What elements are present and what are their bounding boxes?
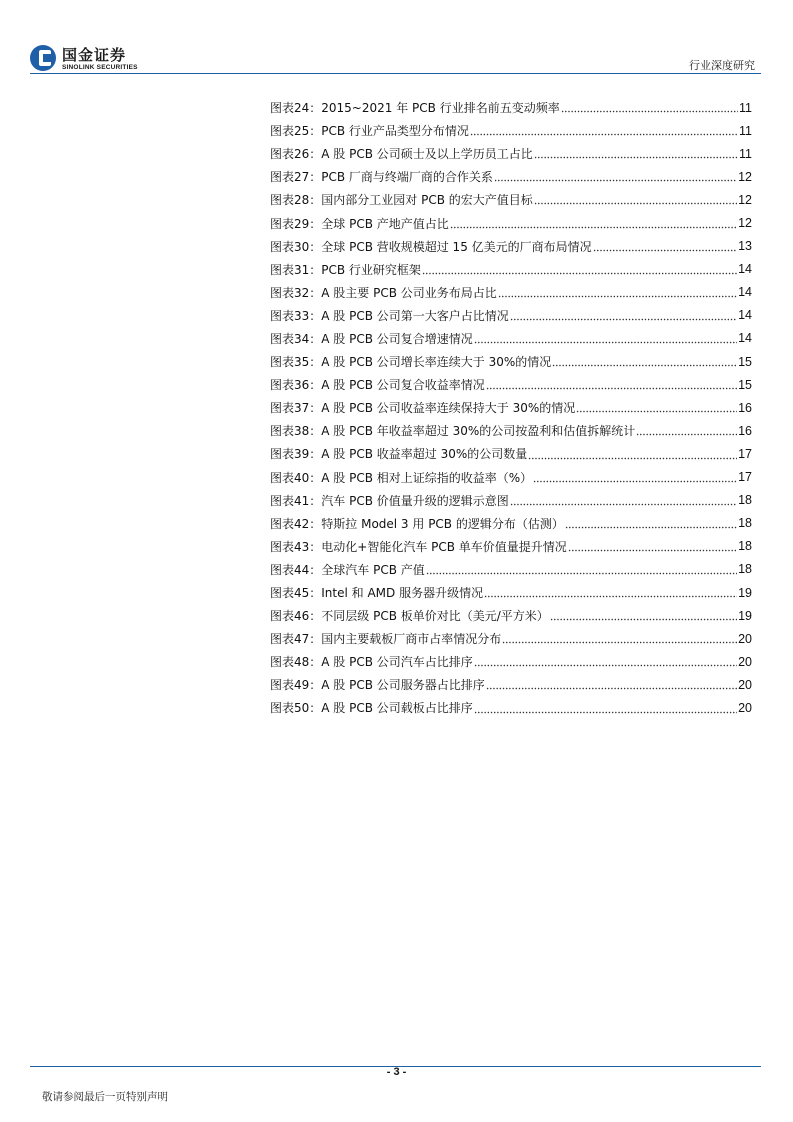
logo-english-name: SINOLINK SECURITIES	[62, 64, 138, 71]
toc-entry-title: 图表34：A 股 PCB 公司复合增速情况	[270, 331, 473, 346]
toc-entry[interactable]	[270, 512, 752, 535]
toc-entry-title: 图表36：A 股 PCB 公司复合收益率情况	[270, 378, 485, 393]
toc-entry-page: 14	[738, 262, 752, 277]
toc-entry-title: 图表31：PCB 行业研究框架	[270, 262, 421, 277]
toc-entry-page: 15	[738, 354, 752, 369]
toc-dot-leader	[528, 448, 737, 460]
toc-dot-leader	[498, 286, 737, 298]
toc-entry-title: 图表26：A 股 PCB 公司硕士及以上学历员工占比	[270, 147, 533, 162]
table-of-figures	[270, 96, 752, 720]
toc-entry[interactable]	[270, 466, 752, 489]
toc-entry[interactable]	[270, 535, 752, 558]
toc-entry[interactable]	[270, 558, 752, 581]
toc-entry-title: 图表45：Intel 和 AMD 服务器升级情况	[270, 586, 484, 601]
toc-entry-title: 图表29：全球 PCB 产地产值占比	[270, 216, 449, 231]
toc-entry[interactable]	[270, 327, 752, 350]
toc-entry[interactable]	[270, 188, 752, 211]
toc-dot-leader	[534, 193, 737, 205]
toc-entry[interactable]	[270, 119, 752, 142]
toc-entry[interactable]	[270, 627, 752, 650]
toc-dot-leader	[510, 309, 737, 321]
toc-dot-leader	[450, 217, 737, 229]
toc-entry[interactable]	[270, 350, 752, 373]
toc-entry-title: 图表33：A 股 PCB 公司第一大客户占比情况	[270, 308, 509, 323]
toc-entry-page: 14	[738, 285, 752, 300]
toc-entry[interactable]	[270, 165, 752, 188]
document-type: 行业深度研究	[689, 59, 755, 72]
toc-entry-page: 16	[738, 400, 752, 415]
toc-entry-page: 14	[738, 331, 752, 346]
toc-entry-title: 图表41：汽车 PCB 价值量升级的逻辑示意图	[270, 493, 509, 508]
toc-entry-title: 图表24：2015~2021 年 PCB 行业排名前五变动频率	[270, 101, 560, 116]
toc-entry[interactable]	[270, 304, 752, 327]
toc-dot-leader	[510, 494, 737, 506]
disclaimer-note: 敬请参阅最后一页特别声明	[42, 1091, 168, 1103]
toc-entry-page: 12	[738, 169, 752, 184]
toc-entry[interactable]	[270, 581, 752, 604]
toc-entry-page: 18	[738, 562, 752, 577]
toc-dot-leader	[486, 378, 737, 390]
toc-entry-title: 图表35：A 股 PCB 公司增长率连续大于 30%的情况	[270, 355, 552, 370]
toc-entry-title: 图表42：特斯拉 Model 3 用 PCB 的逻辑分布（估测）	[270, 516, 564, 531]
toc-entry-title: 图表39：A 股 PCB 收益率超过 30%的公司数量	[270, 447, 528, 462]
toc-dot-leader	[426, 563, 737, 575]
toc-dot-leader	[533, 471, 737, 483]
toc-entry[interactable]	[270, 419, 752, 442]
toc-entry[interactable]	[270, 211, 752, 234]
toc-dot-leader	[486, 678, 737, 690]
toc-entry-title: 图表28：国内部分工业园对 PCB 的宏大产值目标	[270, 193, 533, 208]
toc-entry-title: 图表25：PCB 行业产品类型分布情况	[270, 124, 469, 139]
toc-dot-leader	[636, 424, 737, 436]
toc-entry-page: 11	[739, 146, 752, 161]
toc-entry[interactable]	[270, 696, 752, 719]
toc-entry[interactable]	[270, 281, 752, 304]
toc-entry-title: 图表47：国内主要载板厂商市占率情况分布	[270, 632, 502, 647]
toc-dot-leader	[474, 702, 737, 714]
toc-entry[interactable]	[270, 96, 752, 119]
toc-entry-title: 图表38：A 股 PCB 年收益率超过 30%的公司按盈利和估值拆解统计	[270, 424, 636, 439]
toc-dot-leader	[552, 355, 737, 367]
header-divider	[30, 73, 761, 74]
toc-dot-leader	[474, 655, 737, 667]
toc-entry-page: 14	[738, 308, 752, 323]
toc-entry-title: 图表50：A 股 PCB 公司载板占比排序	[270, 701, 473, 716]
toc-entry-title: 图表48：A 股 PCB 公司汽车占比排序	[270, 655, 473, 670]
toc-dot-leader	[576, 401, 737, 413]
toc-entry-page: 15	[738, 377, 752, 392]
toc-entry[interactable]	[270, 396, 752, 419]
toc-entry-page: 17	[738, 470, 752, 485]
toc-entry[interactable]	[270, 258, 752, 281]
toc-entry-page: 19	[738, 608, 752, 623]
toc-entry[interactable]	[270, 673, 752, 696]
sinolink-logo	[30, 45, 150, 75]
page-header	[0, 0, 793, 80]
toc-entry-page: 11	[739, 123, 752, 138]
page-number: - 3 -	[386, 1066, 407, 1078]
toc-entry-page: 18	[738, 493, 752, 508]
sinolink-logo-icon	[30, 45, 56, 71]
toc-entry-page: 20	[738, 677, 752, 692]
toc-entry-page: 19	[738, 585, 752, 600]
logo-chinese-name: 国金证券	[62, 46, 127, 64]
toc-entry-title: 图表49：A 股 PCB 公司服务器占比排序	[270, 678, 485, 693]
toc-entry-page: 20	[738, 654, 752, 669]
toc-entry-page: 12	[738, 192, 752, 207]
toc-entry-title: 图表27：PCB 厂商与终端厂商的合作关系	[270, 170, 493, 185]
toc-dot-leader	[550, 609, 737, 621]
toc-dot-leader	[565, 517, 737, 529]
toc-entry-title: 图表40：A 股 PCB 相对上证综指的收益率（%）	[270, 470, 533, 485]
toc-entry[interactable]	[270, 489, 752, 512]
toc-entry-title: 图表32：A 股主要 PCB 公司业务布局占比	[270, 285, 497, 300]
toc-entry-page: 20	[738, 700, 752, 715]
toc-entry-page: 11	[739, 100, 752, 115]
toc-entry-page: 16	[738, 423, 752, 438]
toc-entry-page: 17	[738, 446, 752, 461]
toc-entry-page: 13	[738, 239, 752, 254]
toc-entry[interactable]	[270, 235, 752, 258]
toc-entry-page: 18	[738, 516, 752, 531]
toc-entry-title: 图表37：A 股 PCB 公司收益率连续保持大于 30%的情况	[270, 401, 576, 416]
toc-entry-title: 图表44：全球汽车 PCB 产值	[270, 562, 425, 577]
toc-entry-title: 图表43：电动化+智能化汽车 PCB 单车价值量提升情况	[270, 539, 567, 554]
toc-dot-leader	[494, 170, 737, 182]
toc-entry-page: 18	[738, 539, 752, 554]
toc-dot-leader	[474, 332, 737, 344]
toc-dot-leader	[470, 124, 738, 136]
toc-entry[interactable]	[270, 373, 752, 396]
toc-entry[interactable]	[270, 604, 752, 627]
toc-entry-title: 图表46：不同层级 PCB 板单价对比（美元/平方米）	[270, 609, 549, 624]
toc-dot-leader	[422, 263, 737, 275]
toc-dot-leader	[534, 147, 738, 159]
toc-dot-leader	[593, 240, 737, 252]
toc-entry-title: 图表30：全球 PCB 营收规模超过 15 亿美元的厂商布局情况	[270, 239, 592, 254]
toc-dot-leader	[502, 632, 737, 644]
toc-entry[interactable]	[270, 442, 752, 465]
toc-dot-leader	[561, 101, 738, 113]
toc-dot-leader	[568, 540, 737, 552]
toc-entry[interactable]	[270, 142, 752, 165]
toc-entry-page: 12	[738, 216, 752, 231]
toc-entry[interactable]	[270, 650, 752, 673]
toc-dot-leader	[484, 586, 737, 598]
toc-entry-page: 20	[738, 631, 752, 646]
